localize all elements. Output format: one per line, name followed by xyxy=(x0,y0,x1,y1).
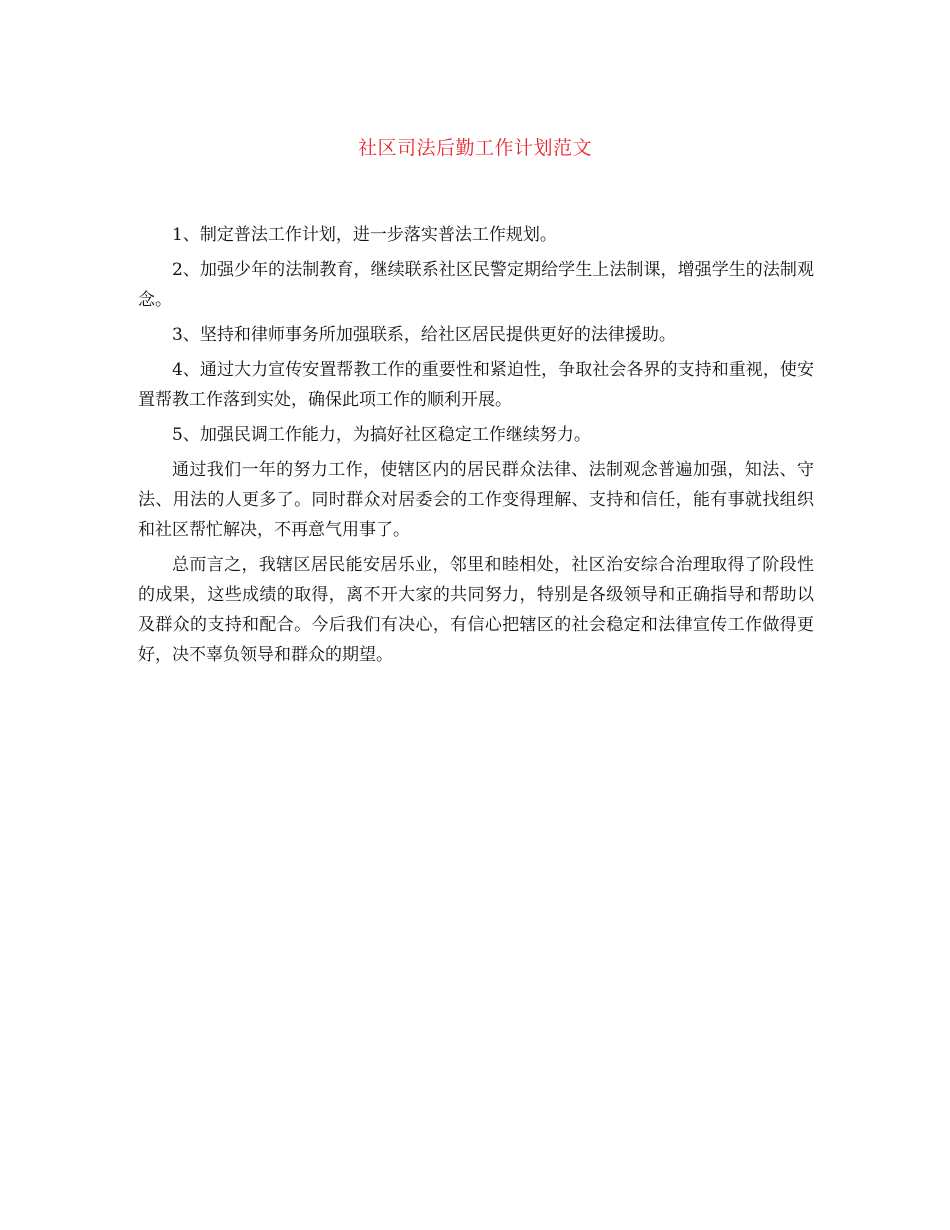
paragraph-conclusion: 总而言之，我辖区居民能安居乐业，邻里和睦相处，社区治安综合治理取得了阶段性的成果，这些成绩的取得，离不开大家的共同努力，特别是各级领导和正确指导和帮助以及群众的支持和配合。今后我们有决心，有信心把辖区的社会稳定和法律宣传工作做得更好，决不辜负领导和群众的期望。 xyxy=(138,555,814,665)
document-body xyxy=(138,220,814,675)
paragraph-item-3: 3、坚持和律师事务所加强联系，给社区居民提供更好的法律援助。 xyxy=(172,325,676,345)
paragraph-item-4: 4、通过大力宣传安置帮教工作的重要性和紧迫性，争取社会各界的支持和重视，使安置帮教工作落到实处，确保此项工作的顺利开展。 xyxy=(138,360,814,410)
paragraph-item-2: 2、加强少年的法制教育，继续联系社区民警定期给学生上法制课，增强学生的法制观念。 xyxy=(138,260,814,310)
paragraph-summary: 通过我们一年的努力工作，使辖区内的居民群众法律、法制观念普遍加强，知法、守法、用法的人更多了。同时群众对居委会的工作变得理解、支持和信任，能有事就找组织和社区帮忙解决，不再意气用事了。 xyxy=(138,460,814,540)
document-title: 社区司法后勤工作计划范文 xyxy=(357,137,592,159)
paragraph-item-5: 5、加强民调工作能力，为搞好社区稳定工作继续努力。 xyxy=(172,425,591,445)
paragraph-item-1: 1、制定普法工作计划，进一步落实普法工作规划。 xyxy=(172,225,557,245)
